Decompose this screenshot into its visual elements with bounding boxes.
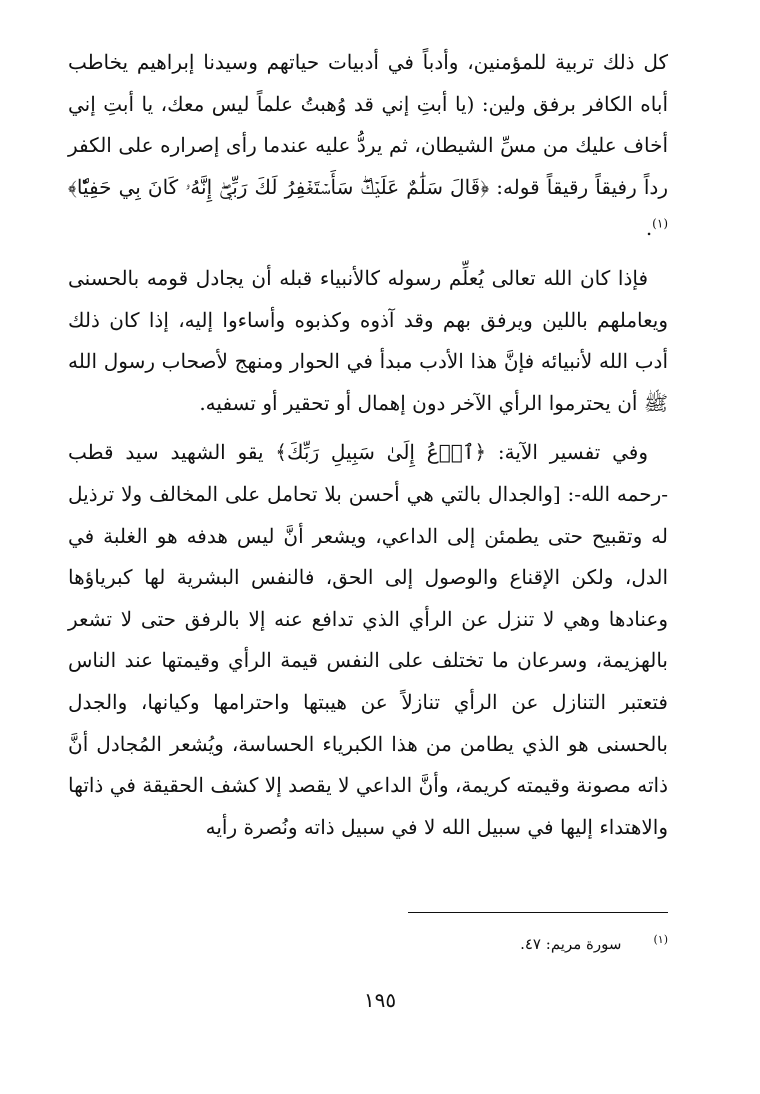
footnote	[68, 928, 668, 956]
body-text	[68, 42, 668, 848]
paragraph-3-text: وفي تفسير الآية: ﴿ٱدۡعُ إِلَىٰ سَبِيلِ رَبِّكَ﴾ يقو الشهيد سيد قطب -رحمه الله-: [والجدال بالتي هي أحسن بلا تحامل على المخالف ولا ترذيل له وتقبيح حتى يطمئن إلى الداعي، ويشعر أنَّ ليس هدفه هو الغلبة في الدل، ولكن الإقناع والوصول إلى الحق، فالنفس البشرية لها كبرياؤها وعنادها وهي لا تنزل عن الرأي الذي تدافع عنه إلا بالرفق حتى لا تشعر بالهزيمة، وسرعان ما تختلف على النفس قيمة الرأي وقيمتها عند الناس فتعتبر التنازل عن الرأي تنازلاً عن هيبتها واحترامها وكيانها، والجدل بالحسنى هو الذي يطامن من هذا الكبرياء الحساسة، ويُشعر المُجادل أنَّ ذاته مصونة وقيمته كريمة، وأنَّ الداعي لا يقصد إلا كشف الحقيقة في ذاتها والاهتداء إليها في سبيل الله لا في سبيل ذاته ونُصرة رأيه	[68, 440, 668, 839]
page-number: ١٩٥	[363, 988, 397, 1012]
paragraph-3	[68, 432, 668, 848]
footnote-divider	[408, 912, 668, 913]
paragraph-2-text: فإذا كان الله تعالى يُعلِّم رسوله كالأنبياء قبله أن يجادل قومه بالحسنى ويعاملهم باللين ويرفق بهم وقد آذوه وكذبوه وأساءوا إليه، إذا كان ذلك أدب الله لأنبيائه فإنَّ هذا الأدب مبدأ في الحوار ومنهج لأصحاب رسول الله ﷺ أن يحترموا الرأي الآخر دون إهمال أو تحقير أو تسفيه.	[68, 265, 668, 415]
footnote-marker: (١)	[652, 216, 668, 231]
paragraph-1: كل ذلك تربية للمؤمنين، وأدباً في أدبيات حياتهم وسيدنا إبراهيم يخاطب أباه الكافر برفق ولين: (يا أبتِ إني قد وُهبتُ علماً ليس معك، يا أبتِ إني أخاف عليك من مسِّ الشيطان، ثم يردُّ عليه عندما رأى إصراره على الكفر رداً رفيقاً رقيقاً قوله: ﴿قَالَ سَلَٰمٌ عَلَيۡكَۖ سَأَسۡتَغۡفِرُ لَكَ رَبِّيٓۖ إِنَّهُۥ كَانَ بِي حَفِيّٗا﴾$^{(١)}$.	[68, 50, 668, 241]
paragraph-2	[68, 258, 668, 424]
footnote-text: سورة مريم: ٤٧.	[520, 935, 622, 953]
paragraph-1-text: كل ذلك تربية للمؤمنين، وأدباً في أدبيات حياتهم وسيدنا إبراهيم يخاطب أباه الكافر برفق ولين: (يا أبتِ إني قد وُهبتُ علماً ليس معك، يا أبتِ إني أخاف عليك من مسِّ الشيطان، ثم يردُّ عليه عندما رأى إصراره على الكفر رداً رفيقاً رقيقاً قوله: ﴿قَالَ سَلَٰمٌ عَلَيۡكَۖ سَأَسۡتَغۡفِرُ لَكَ رَبِّيٓۖ إِنَّهُۥ كَانَ بِي حَفِيّٗا﴾	[68, 50, 668, 199]
footnote-number: (١)	[653, 933, 668, 946]
